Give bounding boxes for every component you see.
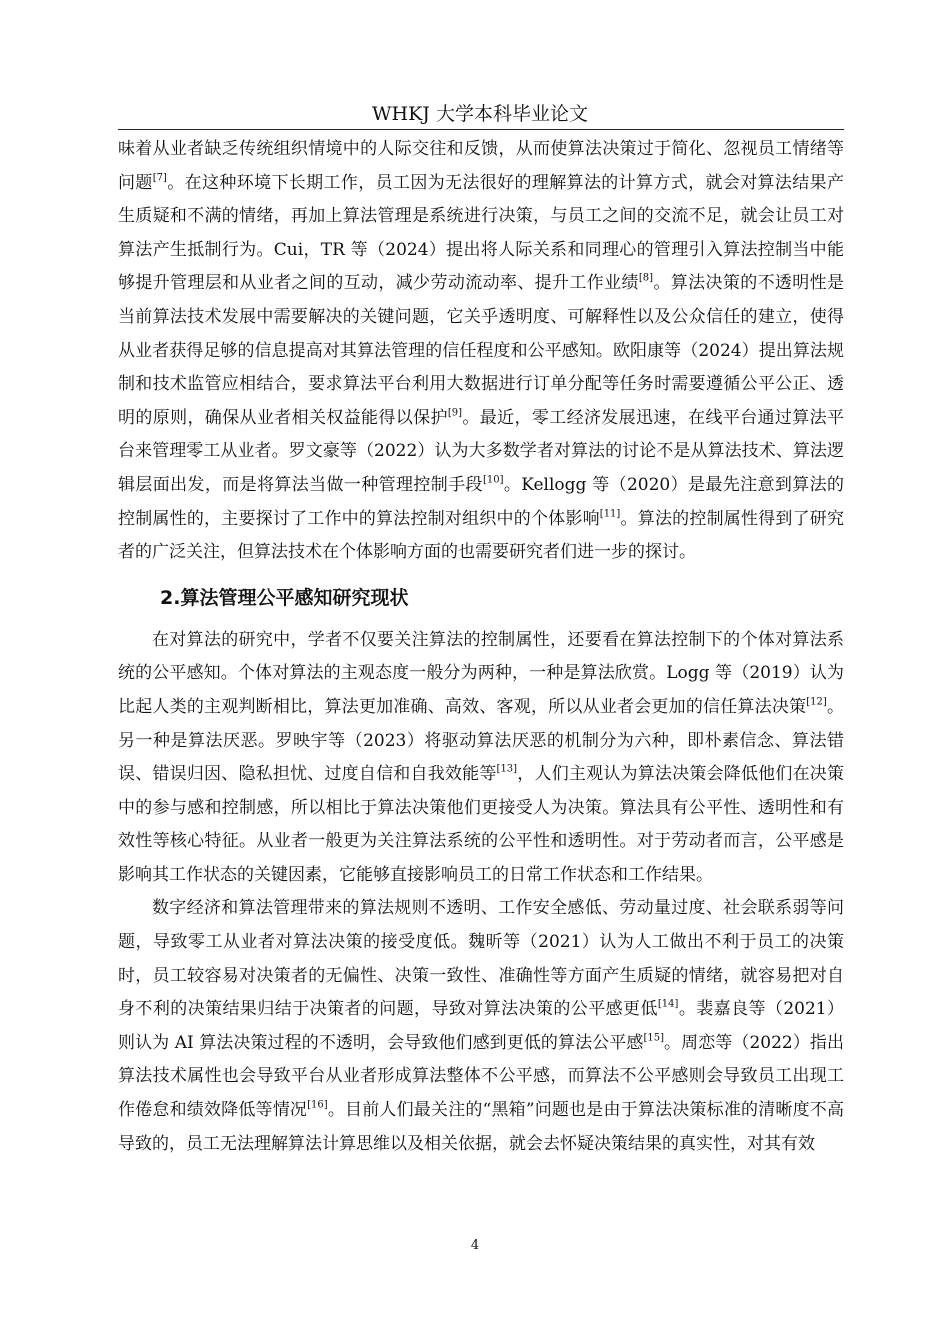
citation-marker: [10] (482, 474, 504, 486)
citation-marker: [7] (152, 172, 167, 184)
citation-marker: [15] (643, 1032, 664, 1044)
paragraph-text: 味着从业者缺乏传统组织情境中的人际交往和反馈，从而使算法决策过于简化、忽视员工情绪等问题 (118, 139, 844, 193)
paragraph-text: 。目前人们最关注的“黑箱”问题也是由于算法决策标准的清晰度不高导致的，员工无法理解算法计算思维以及相关依据，就会去怀疑决策结果的真实性，对其有效 (118, 1100, 844, 1154)
paragraph (118, 892, 844, 1161)
paragraph-text: 。裴嘉良等（2021）则认为 AI 算法决策过程的不透明，会导致他们感到更低的算法公平感 (118, 999, 845, 1053)
paragraph-text: 在对算法的研究中，学者不仅要关注算法的控制属性，还要看在算法控制下的个体对算法系统的公平感知。个体对算法的主观态度一般分为两种，一种是算法欣赏。Logg 等（2019）认为比起人类的主观判断相比，算法更加准确、高效、客观，所以从业者会更加的信任算法决策 (118, 629, 844, 717)
citation-marker: [14] (657, 998, 679, 1010)
paragraph (118, 133, 844, 570)
paragraph-text: 。周恋等（2022）指出算法技术属性也会导致平台从业者形成算法整体不公平感，而算法不公平感则会导致员工出现工作倦怠和绩效降低等情况 (118, 1032, 844, 1121)
header-rule (118, 129, 844, 130)
paragraph-text: ，人们主观认为算法决策会降低他们在决策中的参与感和控制感，所以相比于算法决策他们更接受人为决策。算法具有公平性、透明性和有效性等核心特征。从业者一般更为关注算法系统的公平性和透明性。对于劳动者而言，公平感是影响其工作状态的关键因素，它能够直接影响员工的日常工作状态和工作结果。 (118, 764, 845, 885)
citation-marker: [16] (307, 1099, 328, 1111)
paragraph-text: 。算法的控制属性得到了研究者的广泛关注，但算法技术在个体影响方面的也需要研究者们进一步的探讨。 (118, 508, 845, 563)
citation-marker: [12] (806, 696, 827, 708)
section-body (118, 624, 844, 1162)
running-header: WHKJ 大学本科毕业论文 (372, 103, 588, 125)
paragraph-text: 。最近，零工经济发展迅速，在线平台通过算法平台来管理零工从业者。罗文豪等（2022）认为大多数学者对算法的讨论不是从算法技术、算法逻辑层面出发，而是将算法当做一种管理控制手段 (118, 407, 845, 495)
paragraph-text: 数字经济和算法管理带来的算法规则不透明、工作安全感低、劳动量过度、社会联系弱等问题，导致零工从业者对算法决策的接受度低。魏昕等（2021）认为人工做出不利于员工的决策时，员工较容易对决策者的无偏性、决策一致性、准确性等方面产生质疑的情绪，就容易把对自身不利的决策结果归结于决策者的问题，导致对算法决策的公平感更低 (118, 898, 844, 1020)
citation-marker: [13] (496, 763, 518, 775)
paragraph-text: 。算法决策的不透明性是当前算法技术发展中需要解决的关键问题，它关乎透明度、可解释性以及公众信任的建立，使得从业者获得足够的信息提高对其算法管理的信任程度和公平感知。欧阳康等（2024）提出算法规制和技术监管应相结合，要求算法平台利用大数据进行订单分配等任务时需要遵循公平公正、透明的原则，确保从业者相关权益能得以保护 (118, 273, 845, 428)
paragraph-text: 。另一种是算法厌恶。罗映宇等（2023）将驱动算法厌恶的机制分为六种，即朴素信念、算法错误、错误归因、隐私担忧、过度自信和自我效能等 (118, 696, 845, 785)
page-number: 4 (470, 1238, 480, 1253)
citation-marker: [11] (599, 508, 621, 520)
citation-marker: [9] (447, 407, 463, 419)
citation-marker: [8] (638, 272, 654, 284)
paragraph (118, 624, 844, 893)
section-continuation (118, 133, 844, 570)
paragraph-text: 。Kellogg 等（2020）是最先注意到算法的控制属性的，主要探讨了工作中的算法控制对组织中的个体影响 (118, 474, 844, 529)
page-body (118, 133, 844, 1161)
section-heading: 2.算法管理公平感知研究现状 (160, 586, 409, 609)
paragraph-text: 。在这种环境下长期工作，员工因为无法很好的理解算法的计算方式，就会对算法结果产生质疑和不满的情绪，再加上算法管理是系统进行决策，与员工之间的交流不足，就会让员工对算法产生抵制行为。Cui，TR 等（2024）提出将人际关系和同理心的管理引入算法控制当中能够提升管理层和从业者之间的互动，减少劳动流动率、提升工作业绩 (118, 172, 845, 294)
